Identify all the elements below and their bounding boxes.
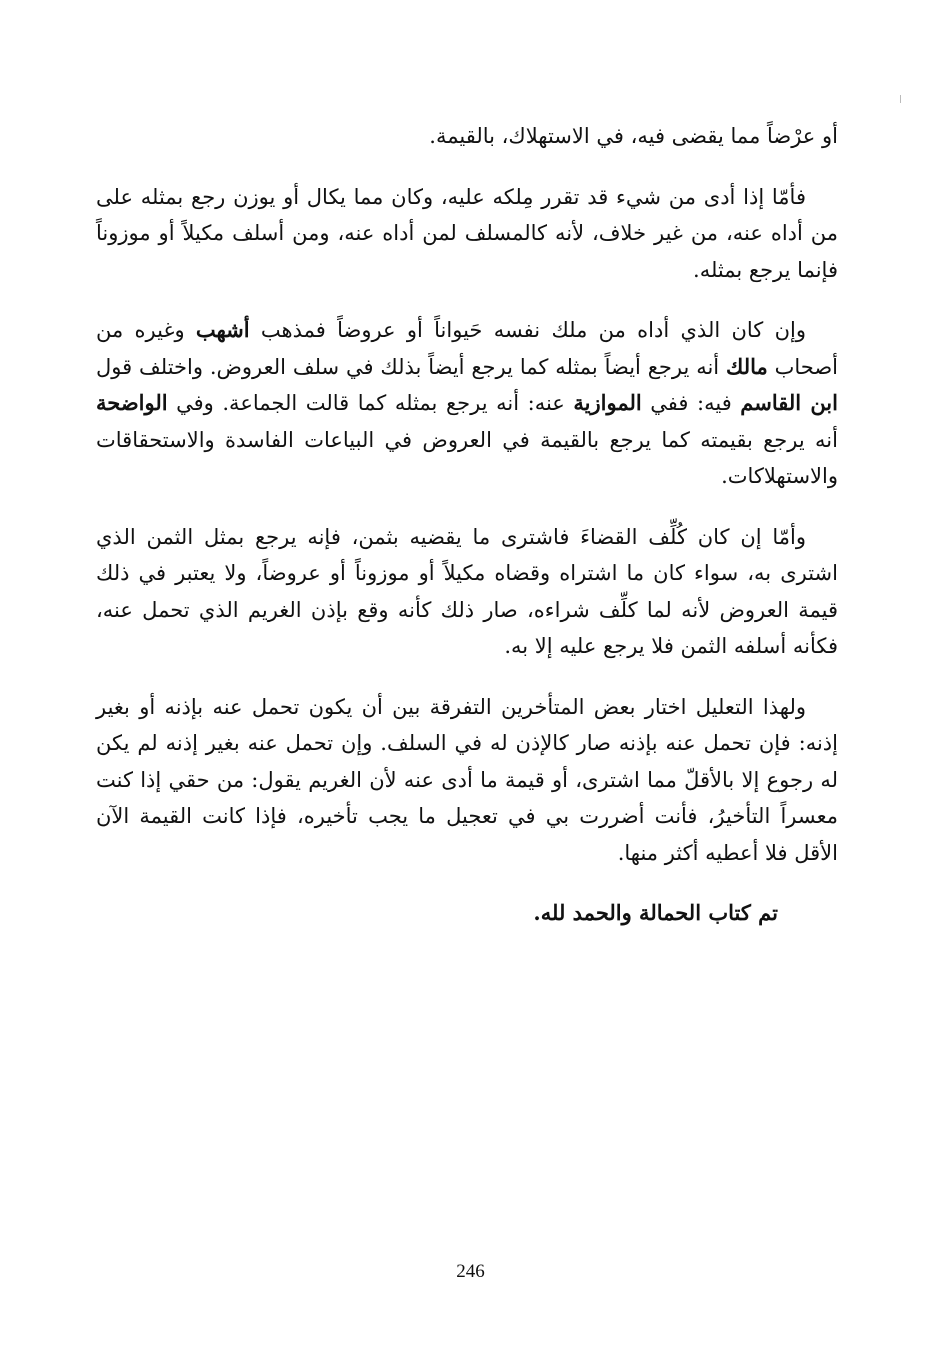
- text-run: فأمّا إذا أدى من شيء قد تقرر مِلكه عليه، وكان مما يكال أو يوزن رجع بمثله على من أداه عنه، من غير خلاف، لأنه كالمسلف لمن أداه عنه، ومن أسلف مكيلاً أو موزوناً فإنما يرجع بمثله.: [96, 184, 838, 282]
- bold-name: الواضحة: [96, 390, 168, 415]
- paragraph: [96, 312, 838, 495]
- closing-line: تم كتاب الحمالة والحمد لله.: [533, 900, 778, 925]
- text-run: أنه يرجع أيضاً بمثله كما يرجع أيضاً بذلك في سلف العروض. واختلف قول: [96, 354, 726, 379]
- paragraph: [96, 689, 838, 872]
- paragraph: [96, 519, 838, 665]
- page-number: 246: [456, 1261, 485, 1282]
- bold-name: الموازية: [573, 390, 642, 415]
- bold-name: أشهب: [195, 317, 250, 342]
- text-run: وأمّا إن كان كُلِّف القضاءَ فاشترى ما يقضيه بثمن، فإنه يرجع بمثل الثمن الذي اشترى به، سواء كان ما اشتراه وقضاه مكيلاً أو موزوناً أو عروضاً، ولا يعتبر في ذلك قيمة العروض لأنه لما كلِّف شراءه، صار ذلك كأنه وقع بإذن الغريم الذي تحمل عنه، فكأنه أسلفه الثمن فلا يرجع عليه إلا به.: [96, 524, 838, 658]
- margin-mark: [900, 95, 901, 103]
- bold-name: مالك: [726, 353, 768, 379]
- text-run: أو عرْضاً مما يقضى فيه، في الاستهلاك، بالقيمة.: [429, 124, 838, 148]
- text-run: فيه: ففي: [641, 391, 741, 415]
- text-run: ولهذا التعليل اختار بعض المتأخرين التفرقة بين أن يكون تحمل عنه بإذنه أو بغير إذنه: فإن تحمل عنه بإذنه صار كالإذن له في السلف. وإن تحمل عنه بغير إذنه لم يكن له رجوع إلا بالأقلّ مما اشترى، أو قيمة ما أدى عنه لأن الغريم يقول: من حقي إذا كنت معسراً التأخيرُ، فأنت أضررت بي في تعجيل ما يجب تأخيره، فإذا كانت القيمة الآن الأقل فلا أعطيه أكثر منها.: [96, 694, 838, 865]
- text-run: أنه يرجع بقيمته كما يرجع بالقيمة في العروض في البياعات الفاسدة والاستحقاقات والاستهلاكات.: [96, 427, 838, 488]
- bold-name: ابن القاسم: [740, 390, 838, 415]
- paragraph: [96, 118, 838, 155]
- text-run: وإن كان الذي أداه من ملك نفسه حَيواناً أو عروضاً فمذهب: [249, 318, 806, 342]
- text-run: عنه: أنه يرجع بمثله كما قالت الجماعة. وفي: [167, 391, 574, 415]
- paragraph: [96, 179, 838, 289]
- page-body-text: [96, 118, 838, 932]
- text-run: وغيره من أصحاب: [96, 318, 838, 379]
